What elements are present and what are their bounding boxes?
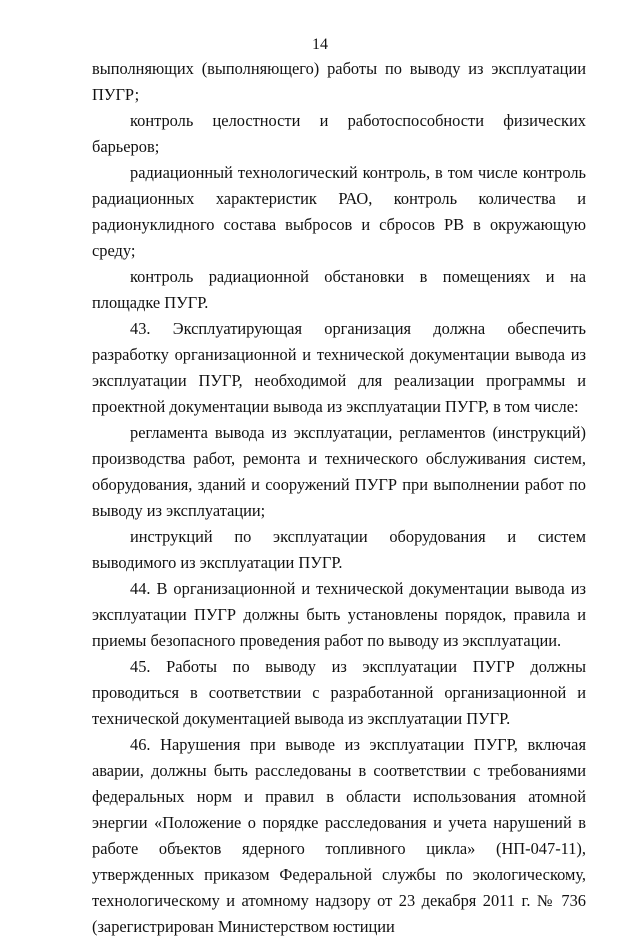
- paragraph-radiation-tech-control: радиационный технологический контроль, в том числе контроль радиационных характеристик РАО, контроль количества и радионуклидного состава выбросов и сбросов РВ в окружающую среду;: [92, 163, 586, 260]
- paragraph-radiation-situation-control: контроль радиационной обстановки в помещениях и на площадке ПУГР.: [92, 267, 586, 312]
- paragraph-regulations: регламента вывода из эксплуатации, регламентов (инструкций) производства работ, ремонта и технического обслуживания систем, оборудования, зданий и сооружений ПУГР при выполнении работ по выводу из эксплуатации;: [92, 423, 586, 520]
- document-body: [92, 56, 586, 940]
- paragraph-barrier-control: контроль целостности и работоспособности физических барьеров;: [92, 111, 586, 156]
- page-number: 14: [312, 36, 328, 53]
- paragraph-clause-44: 44. В организационной и технической документации вывода из эксплуатации ПУГР должны быть установлены порядок, правила и приемы безопасного проведения работ по выводу из эксплуатации.: [92, 579, 586, 650]
- paragraph-clause-43: 43. Эксплуатирующая организация должна обеспечить разработку организационной и технической документации вывода из эксплуатации ПУГР, необходимой для реализации программы и проектной документации вывода из эксплуатации ПУГР, в том числе:: [92, 319, 586, 416]
- paragraph-instructions: инструкций по эксплуатации оборудования и систем выводимого из эксплуатации ПУГР.: [92, 527, 586, 572]
- paragraph-clause-45: 45. Работы по выводу из эксплуатации ПУГР должны проводиться в соответствии с разработанной организационной и технической документацией вывода из эксплуатации ПУГР.: [92, 657, 586, 728]
- paragraph-continuation: выполняющих (выполняющего) работы по выводу из эксплуатации ПУГР;: [92, 59, 586, 104]
- paragraph-clause-46: 46. Нарушения при выводе из эксплуатации ПУГР, включая аварии, должны быть расследованы в соответствии с требованиями федеральных норм и правил в области использования атомной энергии «Положение о порядке расследования и учета нарушений в работе объектов ядерного топливного цикла» (НП-047-11), утвержденных приказом Федеральной службы по экологическому, технологическому и атомному надзору от 23 декабря 2011 г. № 736 (зарегистрирован Министерством юстиции: [92, 735, 586, 936]
